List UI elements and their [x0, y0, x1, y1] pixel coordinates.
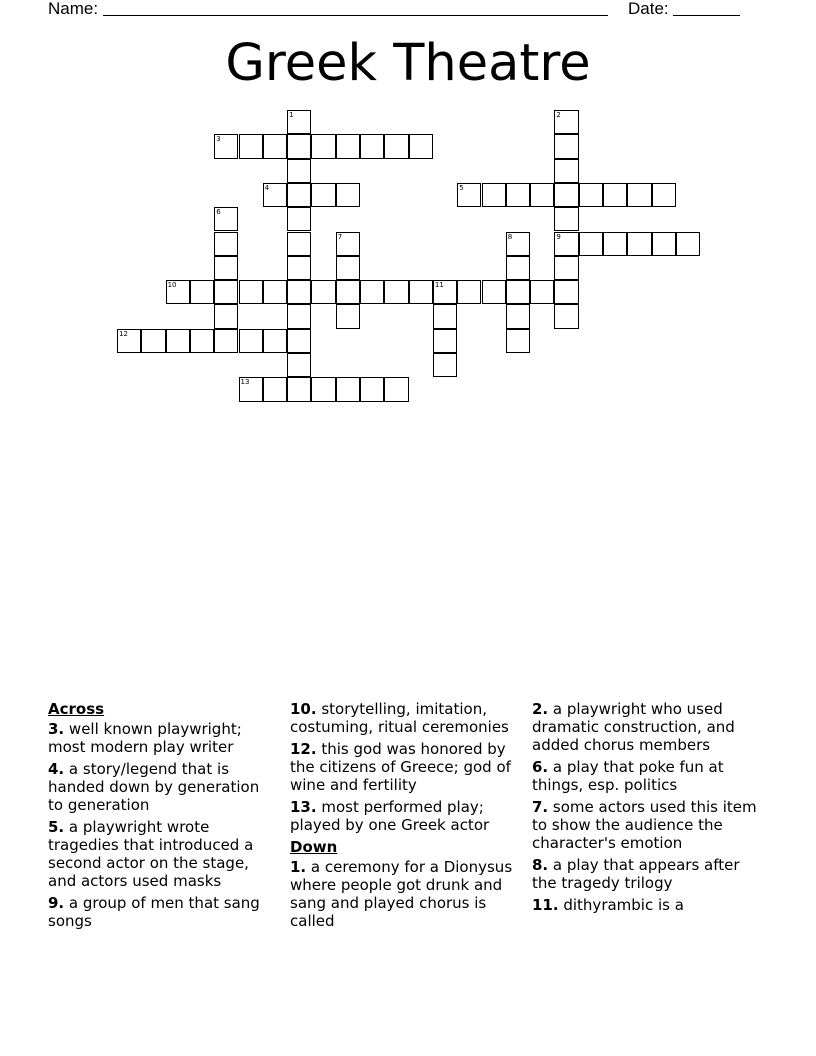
- grid-cell[interactable]: [214, 207, 238, 231]
- grid-cell[interactable]: [287, 110, 311, 134]
- grid-cell[interactable]: [336, 232, 360, 256]
- grid-cell[interactable]: [336, 304, 360, 328]
- grid-cell[interactable]: [530, 280, 554, 304]
- clue-across-13: 13. most performed play; played by one Greek actor: [290, 798, 490, 834]
- grid-cell[interactable]: [214, 280, 238, 304]
- cell-number: 4: [264, 183, 270, 192]
- grid-cell[interactable]: [360, 134, 384, 158]
- grid-cell[interactable]: [603, 183, 627, 207]
- grid-cell[interactable]: [336, 280, 360, 304]
- grid-cell[interactable]: [214, 256, 238, 280]
- grid-cell[interactable]: [141, 329, 165, 353]
- grid-cell[interactable]: [506, 329, 530, 353]
- cell-number: 11: [434, 281, 444, 290]
- grid-cell[interactable]: [311, 377, 335, 401]
- grid-cell[interactable]: [166, 329, 190, 353]
- grid-cell[interactable]: [506, 232, 530, 256]
- grid-cell[interactable]: [287, 280, 311, 304]
- grid-cell[interactable]: [287, 183, 311, 207]
- grid-cell[interactable]: [579, 232, 603, 256]
- name-label: Name:: [48, 0, 99, 18]
- grid-cell[interactable]: [554, 110, 578, 134]
- grid-cell[interactable]: [311, 280, 335, 304]
- clue-down-6: 6. a play that poke fun at things, esp. politics: [532, 758, 724, 794]
- cell-number: 6: [216, 208, 221, 217]
- grid-cell[interactable]: [214, 232, 238, 256]
- grid-cell[interactable]: [554, 183, 578, 207]
- grid-cell[interactable]: [409, 280, 433, 304]
- cell-number: 12: [119, 329, 128, 338]
- grid-cell[interactable]: [676, 232, 700, 256]
- grid-cell[interactable]: [263, 280, 287, 304]
- down-heading: Down: [290, 838, 338, 856]
- grid-cell[interactable]: [506, 183, 530, 207]
- grid-cell[interactable]: [239, 280, 263, 304]
- cell-number: 9: [556, 232, 561, 241]
- date-label: Date:: [628, 0, 669, 18]
- clue-across-5: 5. a playwright wrote tragedies that introduced a second actor on the stage, and actors used masks: [48, 818, 254, 890]
- clue-across-3: 3. well known playwright; most modern play writer: [48, 720, 242, 756]
- grid-cell[interactable]: [360, 377, 384, 401]
- grid-cell[interactable]: [506, 256, 530, 280]
- page-title: Greek Theatre: [225, 34, 591, 93]
- cell-number: 2: [556, 111, 561, 119]
- grid-cell[interactable]: [554, 232, 578, 256]
- grid-cell[interactable]: [530, 183, 554, 207]
- clue-down-8: 8. a play that appears after the tragedy trilogy: [532, 856, 740, 892]
- grid-cell[interactable]: [263, 183, 287, 207]
- grid-cell[interactable]: [287, 159, 311, 183]
- grid-cell[interactable]: [627, 183, 651, 207]
- grid-cell[interactable]: [287, 207, 311, 231]
- grid-cell[interactable]: [554, 304, 578, 328]
- grid-cell[interactable]: [457, 183, 481, 207]
- clue-across-4: 4. a story/legend that is handed down by generation to generation: [48, 760, 260, 814]
- grid-cell[interactable]: [433, 304, 457, 328]
- grid-cell[interactable]: [190, 329, 214, 353]
- grid-cell[interactable]: [117, 329, 141, 353]
- grid-cell[interactable]: [433, 353, 457, 377]
- grid-cell[interactable]: [336, 256, 360, 280]
- clue-across-10: 10. storytelling, imitation, costuming, ritual ceremonies: [290, 700, 509, 736]
- grid-cell[interactable]: [360, 280, 384, 304]
- grid-cell[interactable]: [214, 304, 238, 328]
- grid-cell[interactable]: [627, 232, 651, 256]
- crossword-grid: [0, 0, 816, 420]
- grid-cell[interactable]: [287, 329, 311, 353]
- across-heading: Across: [48, 700, 105, 718]
- grid-cell[interactable]: [554, 256, 578, 280]
- grid-cell[interactable]: [214, 134, 238, 158]
- grid-cell[interactable]: [287, 304, 311, 328]
- grid-cell[interactable]: [482, 280, 506, 304]
- grid-cell[interactable]: [336, 377, 360, 401]
- cell-number: 10: [167, 281, 177, 290]
- grid-cell[interactable]: [239, 134, 263, 158]
- clue-column-1: [48, 700, 278, 934]
- cell-number: 8: [507, 232, 513, 241]
- clue-across-9: 9. a group of men that sang songs: [48, 894, 260, 930]
- grid-cell[interactable]: [554, 280, 578, 304]
- grid-cell[interactable]: [263, 134, 287, 158]
- grid-cell[interactable]: [287, 353, 311, 377]
- grid-cell[interactable]: [287, 134, 311, 158]
- grid-cell[interactable]: [554, 134, 578, 158]
- cell-number: 7: [337, 232, 343, 241]
- grid-cell[interactable]: [579, 183, 603, 207]
- grid-cell[interactable]: [554, 207, 578, 231]
- grid-cell[interactable]: [287, 377, 311, 401]
- cell-number: 5: [459, 183, 464, 192]
- grid-cell[interactable]: [336, 134, 360, 158]
- cell-number: 1: [289, 111, 294, 119]
- cell-number: 13: [240, 378, 250, 387]
- grid-cell[interactable]: [311, 134, 335, 158]
- grid-cell[interactable]: [603, 232, 627, 256]
- grid-cell[interactable]: [166, 280, 190, 304]
- grid-cell[interactable]: [652, 232, 676, 256]
- clue-down-11: 11. dithyrambic is a: [532, 896, 684, 914]
- grid-cell[interactable]: [652, 183, 676, 207]
- grid-cell[interactable]: [239, 377, 263, 401]
- clue-down-7: 7. some actors used this item to show the audience the character's emotion: [532, 798, 757, 852]
- clue-column-3: [532, 700, 762, 918]
- grid-cell[interactable]: [506, 304, 530, 328]
- grid-cell[interactable]: [482, 183, 506, 207]
- grid-cell[interactable]: [384, 377, 408, 401]
- grid-cell[interactable]: [433, 280, 457, 304]
- grid-cell[interactable]: [506, 280, 530, 304]
- grid-cell[interactable]: [457, 280, 481, 304]
- grid-cell[interactable]: [384, 134, 408, 158]
- cell-number: 3: [216, 135, 221, 144]
- clue-down-1: 1. a ceremony for a Dionysus where people got drunk and sang and played chorus is called: [290, 858, 513, 930]
- clue-across-12: 12. this god was honored by the citizens of Greece; god of wine and fertility: [290, 740, 511, 794]
- grid-cell[interactable]: [384, 280, 408, 304]
- grid-cell[interactable]: [190, 280, 214, 304]
- grid-cell[interactable]: [287, 232, 311, 256]
- grid-cell[interactable]: [214, 329, 238, 353]
- grid-cell[interactable]: [263, 377, 287, 401]
- clue-down-2: 2. a playwright who used dramatic construction, and added chorus members: [532, 700, 735, 754]
- grid-cell[interactable]: [336, 183, 360, 207]
- grid-cell[interactable]: [409, 134, 433, 158]
- grid-cell[interactable]: [554, 159, 578, 183]
- grid-cell[interactable]: [287, 256, 311, 280]
- grid-cell[interactable]: [433, 329, 457, 353]
- grid-cell[interactable]: [263, 329, 287, 353]
- grid-cell[interactable]: [311, 183, 335, 207]
- clue-column-2: [290, 700, 520, 934]
- grid-cell[interactable]: [239, 329, 263, 353]
